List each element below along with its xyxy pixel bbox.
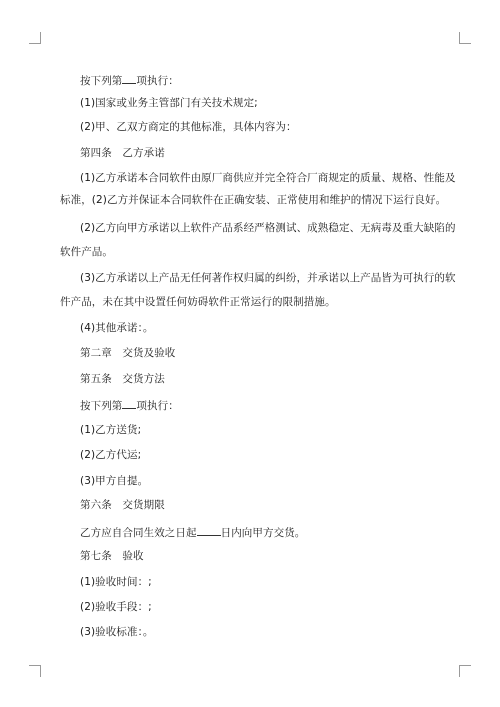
section-heading: 第五条 交货方法 bbox=[80, 373, 165, 385]
crop-mark-bottom-left bbox=[29, 665, 41, 677]
paragraph-line: (3)乙方承诺以上产品无任何著作权归属的纠纷，并承诺以上产品皆为可执行的软 bbox=[80, 272, 456, 284]
paragraph-line: 软件产品。 bbox=[60, 246, 113, 258]
paragraph-line: (3)甲方自提。 bbox=[80, 475, 149, 487]
paragraph-line: 件产品，未在其中设置任何妨碍软件正常运行的限制措施。 bbox=[60, 296, 336, 308]
crop-mark-top-right bbox=[459, 32, 471, 44]
text: 项执行： bbox=[136, 75, 179, 87]
section-heading: 第六条 交货期限 bbox=[80, 499, 165, 511]
paragraph-line: (3)验收标准：。 bbox=[80, 626, 154, 638]
paragraph-line bbox=[80, 72, 179, 88]
paragraph-line: (1)乙方送货; bbox=[80, 424, 142, 436]
crop-mark-bottom-right bbox=[459, 665, 471, 677]
paragraph-line bbox=[80, 524, 305, 540]
text: 日内向甲方交货。 bbox=[220, 527, 306, 539]
paragraph-line: (2)验收手段：; bbox=[80, 601, 152, 613]
paragraph-line: (2)乙方代运; bbox=[80, 449, 142, 461]
section-heading: 第四条 乙方承诺 bbox=[80, 147, 165, 159]
paragraph-line: (2)乙方向甲方承诺以上软件产品系经严格测试、成熟稳定、无病毒及重大缺陷的 bbox=[80, 222, 456, 234]
text: 项执行： bbox=[136, 400, 179, 412]
text: 乙方应自合同生效之日起 bbox=[80, 527, 197, 539]
crop-mark-top-left bbox=[29, 32, 41, 44]
fill-blank bbox=[122, 72, 136, 84]
text: 按下列第 bbox=[80, 400, 123, 412]
paragraph-line: 标准，(2)乙方并保证本合同软件在正确安装、正常使用和维护的情况下运行良好。 bbox=[60, 194, 447, 206]
paragraph-line: (1)乙方承诺本合同软件由原厂商供应并完全符合厂商规定的质量、规格、性能及 bbox=[80, 172, 456, 184]
section-heading: 第七条 验收 bbox=[80, 550, 144, 562]
paragraph-line: (2)甲、乙双方商定的其他标准，具体内容为： bbox=[80, 121, 297, 133]
paragraph-line: (1)验收时间：; bbox=[80, 576, 152, 588]
paragraph-line bbox=[80, 397, 179, 413]
paragraph-line: (1)国家或业务主管部门有关技术规定; bbox=[80, 97, 258, 109]
chapter-heading: 第二章 交货及验收 bbox=[80, 347, 176, 359]
fill-blank bbox=[197, 524, 221, 536]
paragraph-line: (4)其他承诺：。 bbox=[80, 322, 154, 334]
fill-blank bbox=[122, 397, 136, 409]
text: 按下列第 bbox=[80, 75, 123, 87]
